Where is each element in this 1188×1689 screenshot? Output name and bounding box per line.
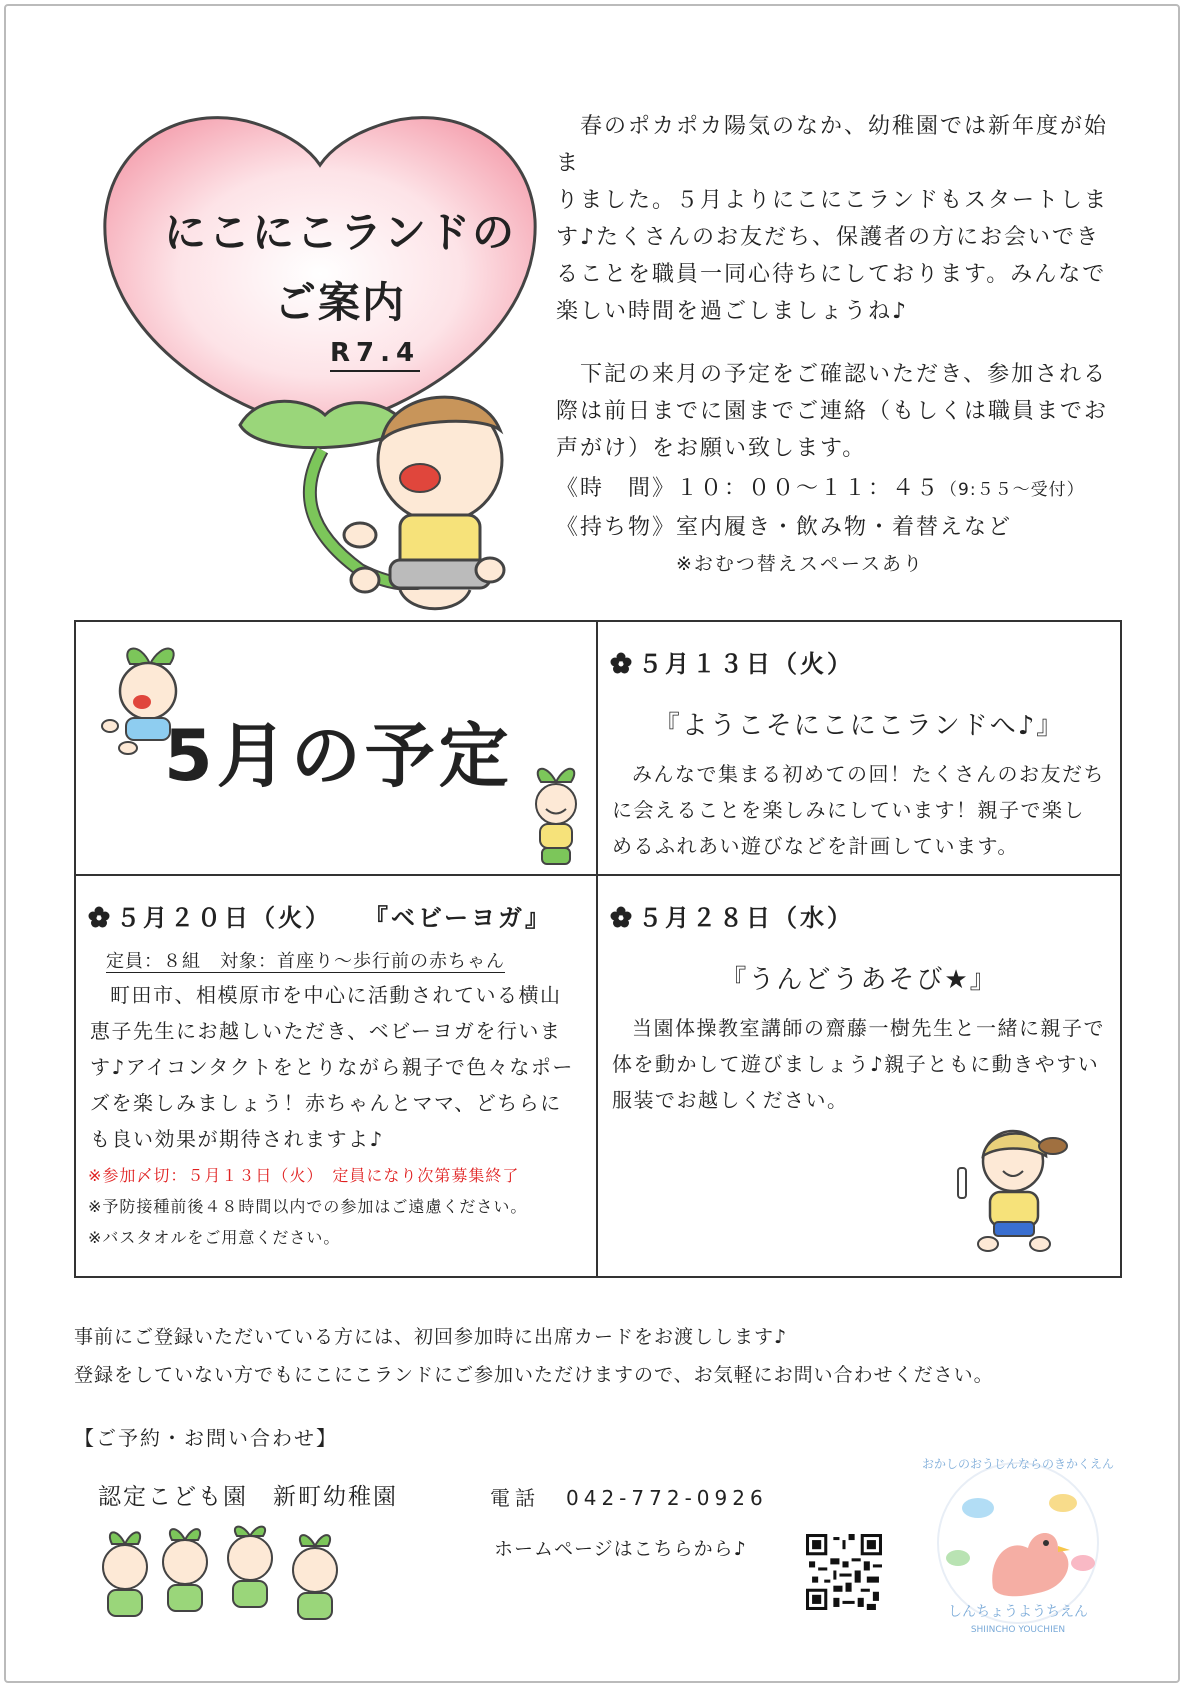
- flower-icon: [610, 906, 632, 928]
- phone-label: 電話: [490, 1486, 540, 1510]
- logo-roman-text: SHIINCHO YOUCHIEN: [970, 1625, 1066, 1635]
- phone-row: [490, 1482, 768, 1511]
- schedule-title: 5月の予定: [164, 715, 513, 797]
- time-row: [556, 470, 1136, 509]
- event-date-row: [610, 898, 1120, 933]
- event-deadline: ※参加〆切：５月１３日（火） 定員になり次第募集終了: [88, 1166, 520, 1185]
- items-row: [556, 509, 1136, 546]
- time-label: 《時 間》: [556, 476, 677, 501]
- event-note: ※予防接種前後４８時間以内での参加はご遠慮ください。: [88, 1197, 528, 1216]
- event-title: 『うんどうあそび★』: [720, 965, 998, 995]
- event-body: 町田市、相模原市を中心に活動されている横山恵子先生にお越しいただき、ベビーヨガを行います♪アイコンタクトをとりながら親子で色々なポーズを楽しみましょう！赤ちゃんとママ、どちらにも良い効果が期待されますよ♪: [90, 983, 574, 1151]
- qr-code[interactable]: [806, 1534, 882, 1610]
- footer-line: 登録をしていない方でもにこにこランドにご参加いただけますので、お気軽にお問い合わせください。: [74, 1364, 994, 1386]
- intro-line: りました。５月よりにこにこランドもスタートしま: [556, 188, 1109, 213]
- intro-line: 楽しい時間を過ごしましょうね♪: [556, 299, 909, 324]
- issue-date: R7.4: [330, 338, 420, 372]
- event-cell-may13: [597, 621, 1121, 875]
- event-body: みんなで集まる初めての回！たくさんのお友だちに会えることを楽しみにしています！親子で楽しめるふれあい遊びなどを計画しています。: [612, 762, 1105, 858]
- items-note: ※おむつ替えスペースあり: [676, 553, 924, 575]
- footer-text: [74, 1318, 994, 1394]
- logo-bottom-text: しんちょうようちえん: [948, 1604, 1088, 1620]
- school-logo: [918, 1448, 1118, 1638]
- intro-line: 際は前日までに園までご連絡（もしくは職員までお: [556, 399, 1109, 424]
- homepage-text: ホームページはこちらから♪: [494, 1538, 747, 1560]
- schedule-title-cell: [75, 621, 597, 875]
- event-cell-may28: [597, 875, 1121, 1277]
- event-capacity-text: 定員：８組 対象：首座り～歩行前の赤ちゃん: [106, 951, 505, 972]
- intro-line: 声がけ）をお願い致します。: [556, 436, 867, 461]
- intro-line: ることを職員一同心待ちにしております。みんなで: [556, 262, 1107, 287]
- school-name: 認定こども園 新町幼稚園: [98, 1484, 398, 1510]
- event-date-row: [610, 644, 1120, 679]
- flower-icon: [610, 652, 632, 674]
- intro-line: 下記の来月の予定をご確認いただき、参加される: [556, 362, 1108, 387]
- event-cell-may20: [75, 875, 597, 1277]
- phone-number: 042-772-0926: [566, 1486, 768, 1510]
- event-date: ５月１３日（火）: [638, 650, 854, 678]
- time-value: １０：００～１１：４５: [676, 476, 941, 501]
- event-body: 当園体操教室講師の齋藤一樹先生と一緒に親子で体を動かして遊びましょう♪親子ともに動きやすい服装でお越しください。: [612, 1016, 1105, 1112]
- heart-flower-illustration: [60, 70, 580, 630]
- event-capacity: [106, 947, 596, 973]
- heart-title-line2: ご案内: [273, 278, 406, 327]
- items-label: 《持ち物》: [556, 515, 677, 540]
- items-value: 室内履き・飲み物・着替えなど: [676, 515, 1013, 540]
- event-note: ※バスタオルをご用意ください。: [88, 1228, 341, 1247]
- info-block: [556, 470, 1136, 583]
- sprout-kids-group-icon: [90, 1522, 360, 1632]
- event-date: ５月２８日（水）: [638, 904, 854, 932]
- event-title: 『ようこそにこにこランドへ♪』: [653, 711, 1065, 741]
- logo-arc-text: おかしのおうじんならのきかくえん: [921, 1457, 1115, 1471]
- time-note: （9:５５～受付）: [940, 480, 1085, 500]
- event-date: ５月２０日（火）: [116, 904, 332, 932]
- event-date-row: [88, 898, 596, 933]
- footer-line: 事前にご登録いただいている方には、初回参加時に出席カードをお渡しします♪: [74, 1326, 788, 1348]
- sprout-kid-icon: [516, 762, 596, 872]
- heart-title-line1: にこにこランドの: [163, 208, 516, 257]
- running-kid-icon: [948, 1116, 1078, 1256]
- flower-icon: [88, 906, 110, 928]
- contact-heading: 【ご予約・お問い合わせ】: [74, 1426, 338, 1450]
- intro-text: [556, 108, 1126, 467]
- intro-line: す♪たくさんのお友だち、保護者の方にお会いでき: [556, 225, 1101, 250]
- schedule-table: [74, 620, 1122, 1278]
- event-title: 『ベビーヨガ』: [376, 904, 553, 932]
- intro-line: 春のポカポカ陽気のなか、幼稚園では新年度が始ま: [556, 114, 1109, 176]
